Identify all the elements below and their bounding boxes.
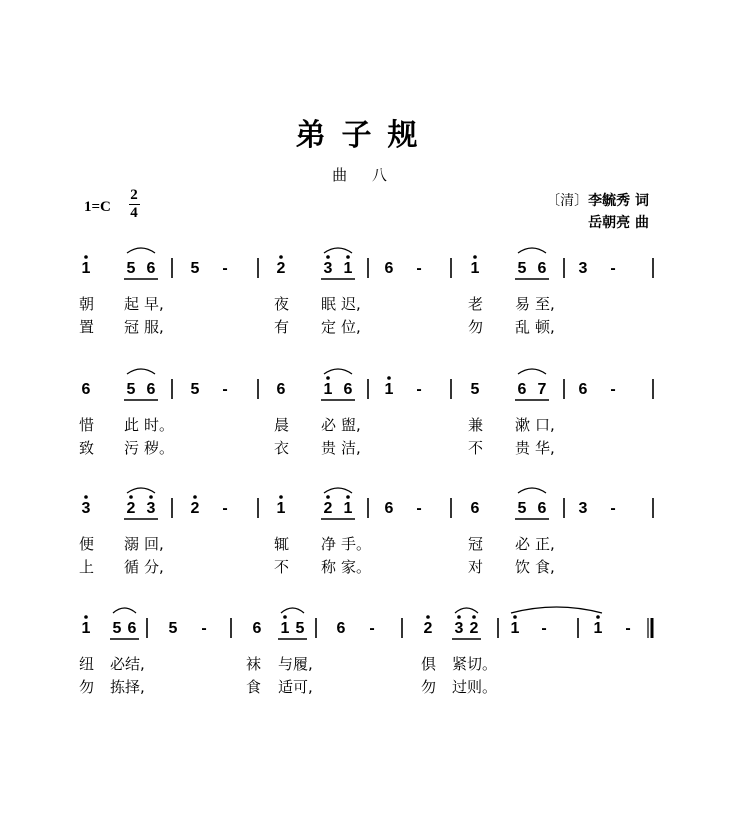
note: 1 bbox=[593, 620, 603, 637]
octave-dot bbox=[193, 495, 197, 499]
slur bbox=[127, 369, 155, 374]
lyric-syllable: 称 bbox=[321, 558, 337, 576]
note: 1 bbox=[81, 260, 91, 277]
lyric-syllable: 易 bbox=[515, 295, 531, 313]
note: 2 bbox=[126, 500, 136, 517]
lyric-syllable: 口, bbox=[535, 416, 555, 434]
time-signature-top: 2 bbox=[130, 187, 138, 203]
lyricist-era: 〔清〕 bbox=[546, 193, 589, 209]
octave-dot bbox=[279, 255, 283, 259]
lyric-syllable: 回, bbox=[144, 535, 164, 553]
note: 2 bbox=[190, 500, 200, 517]
lyric-syllable: 适 bbox=[278, 678, 294, 696]
octave-dot bbox=[457, 615, 461, 619]
dash: - bbox=[201, 620, 207, 637]
note: 1 bbox=[323, 381, 333, 398]
note: 5 bbox=[517, 500, 527, 517]
slur bbox=[113, 608, 136, 613]
octave-dot bbox=[326, 495, 330, 499]
lyric-syllable: 勿 bbox=[421, 678, 437, 696]
octave-dot bbox=[387, 376, 391, 380]
dash: - bbox=[369, 620, 375, 637]
lyric-syllable: 有 bbox=[274, 318, 290, 336]
note: 6 bbox=[537, 500, 547, 517]
lyric-syllable: 勿 bbox=[468, 318, 484, 336]
note: 6 bbox=[146, 260, 156, 277]
note: 3 bbox=[578, 500, 588, 517]
note: 6 bbox=[470, 500, 480, 517]
lyric-syllable: 衣 bbox=[274, 439, 290, 457]
octave-dot bbox=[84, 495, 88, 499]
note: 6 bbox=[384, 260, 394, 277]
note: 1 bbox=[343, 500, 353, 517]
lyric-syllable: 必 bbox=[321, 416, 337, 434]
slur bbox=[518, 369, 546, 374]
lyric-syllable: 贵 bbox=[515, 439, 531, 457]
slur bbox=[324, 369, 352, 374]
slur bbox=[455, 608, 478, 613]
lyric-syllable: 正, bbox=[535, 535, 555, 553]
note: 2 bbox=[323, 500, 333, 517]
note: 1 bbox=[510, 620, 520, 637]
dash: - bbox=[610, 500, 616, 517]
lyric-syllable: 食 bbox=[246, 678, 262, 696]
lyric-syllable: 不 bbox=[274, 558, 290, 576]
slur bbox=[127, 488, 155, 493]
lyric-syllable: 盥, bbox=[341, 416, 361, 434]
time-signature-bottom: 4 bbox=[130, 205, 138, 221]
lyric-syllable: 手。 bbox=[341, 535, 372, 553]
note: 2 bbox=[423, 620, 433, 637]
note: 1 bbox=[384, 381, 394, 398]
lyric-syllable: 夜 bbox=[274, 295, 290, 313]
note: 1 bbox=[276, 500, 286, 517]
lyric-syllable: 便 bbox=[79, 535, 95, 553]
dash: - bbox=[610, 381, 616, 398]
lyric-syllable: 起 bbox=[124, 295, 140, 313]
octave-dot bbox=[129, 495, 133, 499]
lyric-syllable: 履, bbox=[293, 655, 313, 673]
octave-dot bbox=[472, 615, 476, 619]
note: 1 bbox=[280, 620, 290, 637]
lyric-syllable: 服, bbox=[144, 318, 164, 336]
note: 6 bbox=[276, 381, 286, 398]
lyric-syllable: 晨 bbox=[274, 416, 290, 434]
octave-dot bbox=[473, 255, 477, 259]
dash: - bbox=[610, 260, 616, 277]
lyric-syllable: 至, bbox=[535, 295, 555, 313]
note: 5 bbox=[295, 620, 305, 637]
lyric-syllable: 袜 bbox=[246, 655, 262, 673]
key-signature: 1=C bbox=[84, 199, 111, 215]
composer-credit: 岳朝亮 曲 bbox=[588, 215, 649, 231]
dash: - bbox=[222, 260, 228, 277]
lyric-syllable: 分, bbox=[144, 558, 164, 576]
note: 1 bbox=[343, 260, 353, 277]
lyric-syllable: 漱 bbox=[515, 416, 531, 434]
slur bbox=[324, 488, 352, 493]
slur bbox=[127, 248, 155, 253]
song-subtitle: 曲 八 bbox=[332, 166, 397, 184]
octave-dot bbox=[84, 615, 88, 619]
lyric-syllable: 勿 bbox=[79, 678, 95, 696]
dash: - bbox=[541, 620, 547, 637]
octave-dot bbox=[84, 255, 88, 259]
lyric-syllable: 切。 bbox=[467, 655, 498, 673]
lyric-syllable: 秽。 bbox=[144, 439, 175, 457]
lyric-syllable: 不 bbox=[468, 439, 484, 457]
note: 5 bbox=[126, 381, 136, 398]
lyric-syllable: 辄 bbox=[274, 535, 290, 553]
lyric-syllable: 位, bbox=[341, 318, 361, 336]
note: 3 bbox=[146, 500, 156, 517]
octave-dot bbox=[149, 495, 153, 499]
lyric-syllable: 早, bbox=[144, 295, 164, 313]
lyric-syllable: 俱 bbox=[421, 655, 437, 673]
dash: - bbox=[222, 500, 228, 517]
note: 6 bbox=[127, 620, 137, 637]
lyric-syllable: 置 bbox=[79, 318, 95, 336]
note: 6 bbox=[537, 260, 547, 277]
dash: - bbox=[222, 381, 228, 398]
lyric-syllable: 食, bbox=[535, 558, 555, 576]
lyric-syllable: 必 bbox=[515, 535, 531, 553]
lyric-syllable: 时。 bbox=[144, 416, 175, 434]
slur bbox=[511, 607, 602, 613]
note: 6 bbox=[81, 381, 91, 398]
lyric-syllable: 溺 bbox=[124, 535, 140, 553]
lyric-syllable: 可, bbox=[293, 678, 313, 696]
lyric-syllable: 贵 bbox=[321, 439, 337, 457]
note: 6 bbox=[384, 500, 394, 517]
lyric-syllable: 择, bbox=[125, 678, 145, 696]
note: 5 bbox=[190, 260, 200, 277]
lyric-syllable: 洁, bbox=[341, 439, 361, 457]
note: 3 bbox=[578, 260, 588, 277]
octave-dot bbox=[346, 255, 350, 259]
note: 5 bbox=[112, 620, 122, 637]
lyric-syllable: 对 bbox=[468, 558, 484, 576]
lyric-syllable: 必 bbox=[110, 655, 126, 673]
lyric-syllable: 朝 bbox=[79, 295, 95, 313]
slur bbox=[324, 248, 352, 253]
lyricist-name: 李毓秀 词 bbox=[588, 193, 649, 209]
lyric-syllable: 净 bbox=[321, 535, 337, 553]
lyric-syllable: 拣 bbox=[110, 678, 126, 696]
dash: - bbox=[416, 381, 422, 398]
lyric-syllable: 过 bbox=[452, 678, 468, 696]
lyric-syllable: 顿, bbox=[535, 318, 555, 336]
note: 3 bbox=[81, 500, 91, 517]
note: 6 bbox=[252, 620, 262, 637]
lyric-syllable: 上 bbox=[79, 558, 95, 576]
lyric-syllable: 乱 bbox=[515, 318, 531, 336]
note: 6 bbox=[336, 620, 346, 637]
lyric-syllable: 惜 bbox=[79, 416, 95, 434]
octave-dot bbox=[283, 615, 287, 619]
note: 6 bbox=[343, 381, 353, 398]
lyric-syllable: 冠 bbox=[124, 318, 140, 336]
lyric-syllable: 兼 bbox=[468, 416, 484, 434]
lyric-syllable: 紧 bbox=[452, 655, 468, 673]
note: 5 bbox=[126, 260, 136, 277]
lyric-syllable: 饮 bbox=[515, 558, 531, 576]
slur bbox=[518, 248, 546, 253]
note: 6 bbox=[517, 381, 527, 398]
lyric-syllable: 循 bbox=[124, 558, 140, 576]
note: 5 bbox=[470, 381, 480, 398]
octave-dot bbox=[426, 615, 430, 619]
note: 6 bbox=[146, 381, 156, 398]
octave-dot bbox=[596, 615, 600, 619]
note: 2 bbox=[469, 620, 479, 637]
lyric-syllable: 则。 bbox=[467, 678, 498, 696]
note: 2 bbox=[276, 260, 286, 277]
lyric-syllable: 此 bbox=[124, 416, 140, 434]
note: 3 bbox=[323, 260, 333, 277]
lyric-syllable: 老 bbox=[468, 295, 484, 313]
lyric-syllable: 结, bbox=[125, 655, 145, 673]
dash: - bbox=[416, 500, 422, 517]
note: 1 bbox=[470, 260, 480, 277]
note: 6 bbox=[578, 381, 588, 398]
lyric-syllable: 纽 bbox=[79, 655, 95, 673]
note: 5 bbox=[190, 381, 200, 398]
slur bbox=[281, 608, 304, 613]
dash: - bbox=[416, 260, 422, 277]
note: 5 bbox=[517, 260, 527, 277]
lyric-syllable: 致 bbox=[79, 439, 95, 457]
lyric-syllable: 家。 bbox=[341, 558, 372, 576]
lyric-syllable: 华, bbox=[535, 439, 555, 457]
song-title: 弟子规 bbox=[295, 118, 434, 153]
octave-dot bbox=[326, 376, 330, 380]
lyric-syllable: 眠 bbox=[321, 295, 337, 313]
octave-dot bbox=[326, 255, 330, 259]
note: 1 bbox=[81, 620, 91, 637]
dash: - bbox=[625, 620, 631, 637]
slur bbox=[518, 488, 546, 493]
lyric-syllable: 定 bbox=[321, 318, 337, 336]
octave-dot bbox=[279, 495, 283, 499]
note: 7 bbox=[537, 381, 547, 398]
octave-dot bbox=[346, 495, 350, 499]
note: 3 bbox=[454, 620, 464, 637]
note: 5 bbox=[168, 620, 178, 637]
lyric-syllable: 迟, bbox=[341, 295, 361, 313]
lyric-syllable: 污 bbox=[124, 439, 140, 457]
lyric-syllable: 与 bbox=[278, 655, 294, 673]
octave-dot bbox=[513, 615, 517, 619]
lyric-syllable: 冠 bbox=[468, 535, 484, 553]
